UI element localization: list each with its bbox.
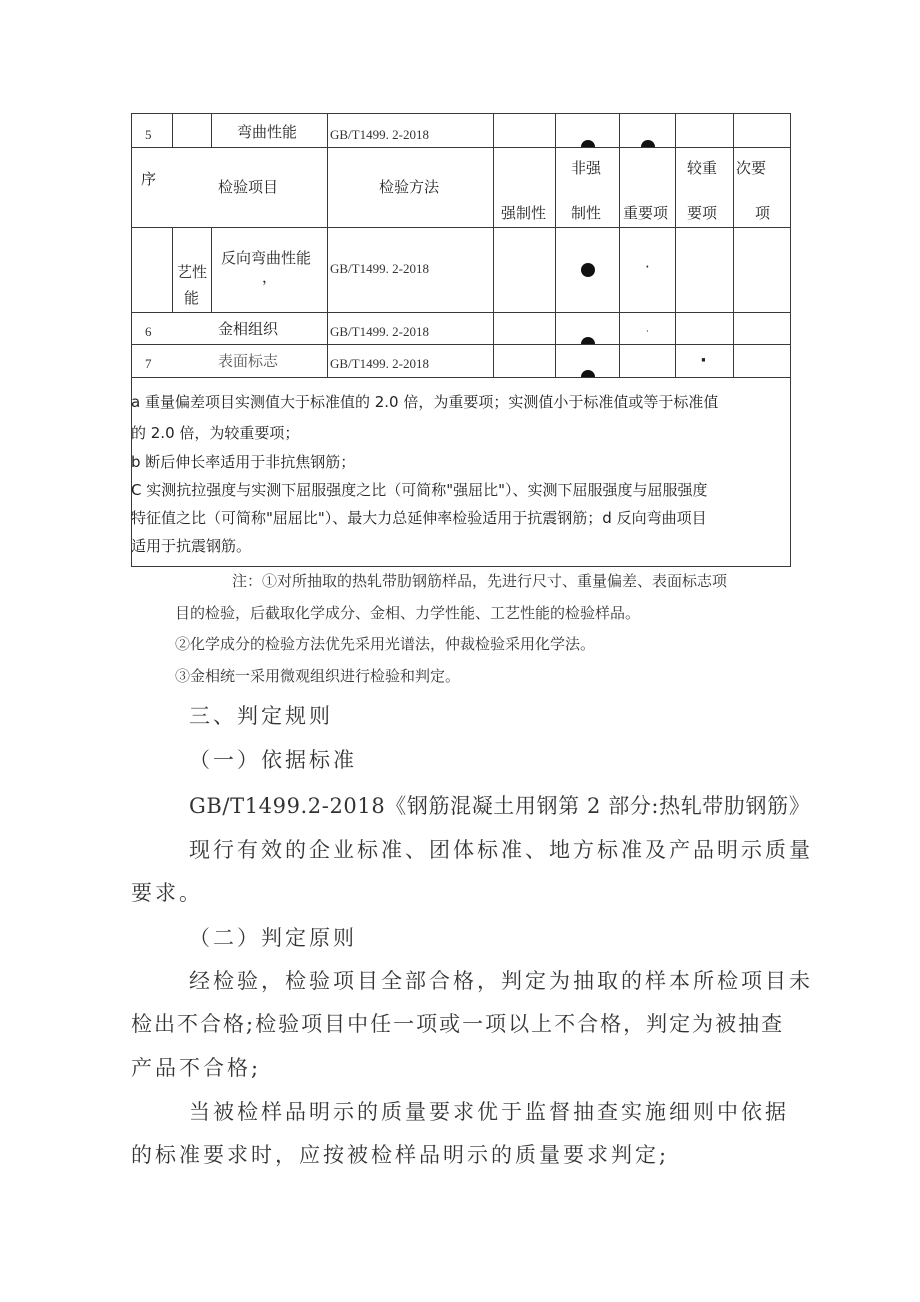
table-border-bottom <box>131 566 790 567</box>
header-rel-important-2: 要项 <box>687 204 718 222</box>
table-col-line <box>211 227 212 313</box>
note-1-line1: 注：①对所抽取的热轧带肋钢筋样品，先进行尺寸、重量偏差、表面标志项 <box>232 572 728 590</box>
header-method: 检验方法 <box>379 178 440 196</box>
row6-nonmandatory-dot <box>581 337 595 344</box>
footnote-c-line2: 特征值之比（可简称"屈屈比"）、最大力总延伸率检验适用于抗震钢筋；d 反向弯曲项目 <box>131 509 707 527</box>
table-col-line <box>172 113 173 148</box>
table-col-line <box>733 113 734 378</box>
table-col-line <box>619 113 620 378</box>
row7-item: 表面标志 <box>218 352 279 370</box>
category-process-1: 艺性 <box>177 263 208 281</box>
row5-number: 5 <box>145 127 152 142</box>
header-rel-important-1: 较重 <box>687 159 718 177</box>
table-border-top <box>131 113 790 114</box>
reverse-bend-nonmandatory-dot <box>581 263 595 277</box>
header-mandatory: 强制性 <box>501 204 547 222</box>
footnote-a-line1: a 重量偏差项目实测值大于标准值的 2.0 倍，为重要项；实测值小于标准值或等于标准值 <box>131 393 719 411</box>
reverse-bend-mark: · <box>645 258 650 276</box>
reverse-bend-item-comma: ， <box>262 268 278 286</box>
para2-line3: 产品不合格; <box>131 1056 262 1080</box>
row7-mark: · <box>700 350 707 371</box>
row6-item: 金相组织 <box>218 320 279 338</box>
row5-item: 弯曲性能 <box>237 123 298 141</box>
para3-line1: 当被检样品明示的质量要求优于监督抽查实施细则中依据 <box>189 1100 789 1124</box>
header-minor-2: 项 <box>755 204 771 222</box>
note-2: ②化学成分的检验方法优先采用光谱法，仲裁检验采用化学法。 <box>175 635 596 653</box>
category-process-2: 能 <box>184 289 200 307</box>
table-row-line <box>131 147 790 148</box>
header-nonmandatory-1: 非强 <box>571 159 602 177</box>
para3-line2: 的标准要求时，应按被检样品明示的质量要求判定; <box>131 1143 670 1167</box>
para1-line1: 现行有效的企业标准、团体标准、地方标准及产品明示质量 <box>189 838 813 862</box>
note-1-line2: 目的检验，后截取化学成分、金相、力学性能、工艺性能的检验样品。 <box>175 604 641 622</box>
subheading-principle: （二）判定原则 <box>189 926 357 950</box>
table-col-line <box>675 113 676 378</box>
footnote-c-line1: C 实测抗拉强度与实测下屈服强度之比（可简称"强屈比"）、实测下屈服强度与屈服强度 <box>131 481 708 499</box>
footnote-a-line2: 的 2.0 倍，为较重要项； <box>131 424 300 442</box>
para1-line2: 要求。 <box>131 881 203 905</box>
table-border-right <box>790 113 791 567</box>
para2-line1: 经检验，检验项目全部合格，判定为抽取的样本所检项目未 <box>189 969 813 993</box>
table-col-line <box>172 227 173 313</box>
reverse-bend-method: GB/T1499. 2-2018 <box>330 261 429 276</box>
note-3: ③金相统一采用微观组织进行检验和判定。 <box>175 667 461 685</box>
footnote-b: b 断后伸长率适用于非抗焦钢筋； <box>131 453 356 471</box>
row7-nonmandatory-dot <box>581 370 595 377</box>
header-item: 检验项目 <box>218 178 279 196</box>
standard-reference: GB/T1499.2-2018《钢筋混凝土用钢第 2 部分:热轧带肋钢筋》 <box>189 794 811 818</box>
table-col-line <box>493 113 494 378</box>
table-row-line <box>131 227 790 228</box>
table-col-line <box>327 113 328 378</box>
para2-line2: 检出不合格;检验项目中任一项或一项以上不合格，判定为被抽查 <box>131 1012 785 1036</box>
footnote-c-line3: 适用于抗震钢筋。 <box>131 537 252 555</box>
reverse-bend-item: 反向弯曲性能 <box>221 249 312 267</box>
table-col-line <box>555 113 556 378</box>
section-heading: 三、判定规则 <box>189 704 333 728</box>
row6-number: 6 <box>145 324 152 339</box>
row5-important-dot <box>641 140 655 147</box>
header-seq: 序 <box>141 170 157 188</box>
row5-nonmandatory-dot <box>581 140 595 147</box>
row6-mark: · <box>646 327 649 337</box>
row7-method: GB/T1499. 2-2018 <box>330 356 429 371</box>
table-row-line <box>131 377 790 378</box>
row5-method: GB/T1499. 2-2018 <box>330 127 429 142</box>
table-row-line <box>131 312 790 313</box>
header-nonmandatory-2: 制性 <box>571 204 602 222</box>
header-minor-1: 次要 <box>736 159 767 177</box>
table-col-line <box>211 113 212 148</box>
subheading-basis: （一）依据标准 <box>189 748 357 772</box>
table-row-line <box>131 344 790 345</box>
row7-number: 7 <box>145 356 152 371</box>
row6-method: GB/T1499. 2-2018 <box>330 324 429 339</box>
header-important: 重要项 <box>623 204 669 222</box>
